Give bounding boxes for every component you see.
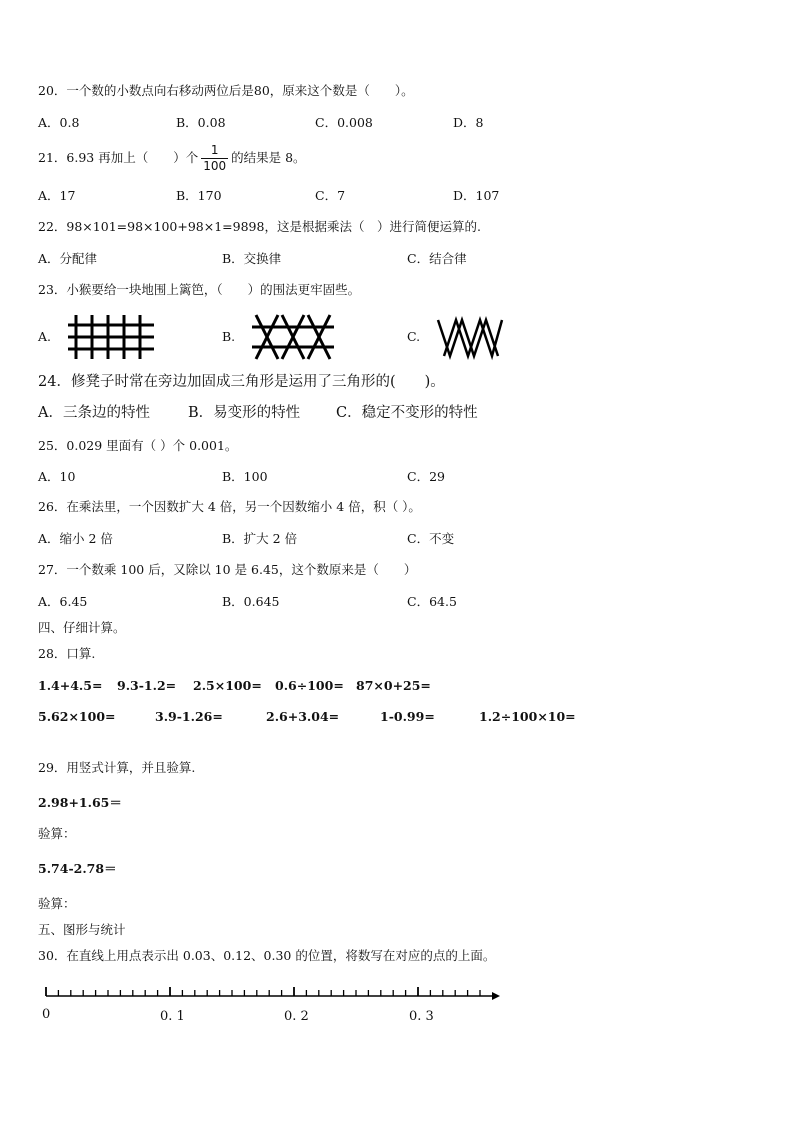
q25-option-a[interactable]: A．10 [38,469,76,484]
q20-option-d[interactable]: D．8 [453,115,484,130]
question-22: 22．98×101=98×100+98×1=9898，这是根据乘法（ ）进行简便运算的. [38,219,481,234]
q24-option-c[interactable]: C．稳定不变形的特性 [336,405,478,421]
arrow-icon [492,992,500,1000]
mental-calc-item: 2.5×100= [193,678,262,693]
q26-option-a[interactable]: A．缩小 2 倍 [38,531,113,546]
q27-option-c[interactable]: C．64.5 [407,594,457,609]
q22-option-b[interactable]: B．交换律 [222,251,282,266]
mental-calc-item: 5.62×100= [38,709,116,724]
question-23: 23．小猴要给一块地围上篱笆，（ ）的围法更牢固些。 [38,282,361,297]
q24-option-a[interactable]: A．三条边的特性 [38,405,150,421]
q26-option-b[interactable]: B．扩大 2 倍 [222,531,298,546]
q23-option-c[interactable]: C. [407,329,421,344]
q25-option-b[interactable]: B．100 [222,469,268,484]
check-label: 验算： [38,896,76,911]
mental-calc-item: 1-0.99= [380,709,435,724]
fence-triangle-image [252,313,334,361]
question-24: 24．修凳子时常在旁边加固成三角形是运用了三角形的( )。 [38,374,445,390]
vertical-calc-expression: 5.74-2.78＝ [38,861,117,876]
number-line-label: 0. 3 [409,1009,434,1024]
q21-option-b[interactable]: B．170 [176,188,222,203]
q23-option-b[interactable]: B. [222,329,236,344]
q25-option-c[interactable]: C．29 [407,469,445,484]
mental-calc-item: 3.9-1.26= [155,709,223,724]
section-heading-5: 五、图形与统计 [38,922,126,937]
q21-option-a[interactable]: A．17 [38,188,76,203]
q27-option-b[interactable]: B．0.645 [222,594,280,609]
q23-option-a[interactable]: A. [38,329,52,344]
question-29: 29．用竖式计算，并且验算. [38,760,196,775]
number-line-label: 0. 1 [160,1009,185,1024]
mental-calc-item: 1.4+4.5= [38,678,103,693]
question-25: 25．0.029 里面有（ ）个 0.001。 [38,438,238,453]
q24-option-b[interactable]: B．易变形的特性 [188,405,301,421]
check-label: 验算： [38,826,76,841]
fraction-numerator: 1 [201,143,228,159]
mental-calc-item: 2.6+3.04= [266,709,340,724]
number-line-label: 0 [42,1007,51,1022]
vertical-calc-expression: 2.98+1.65＝ [38,795,122,810]
fence-grid-image [68,313,156,361]
section-heading-4: 四、仔细计算。 [38,620,126,635]
number-line-label: 0. 2 [284,1009,309,1024]
question-30: 30．在直线上用点表示出 0.03、0.12、0.30 的位置，将数写在对应的点的上面。 [38,948,496,963]
mental-calc-item: 87×0+25= [356,678,431,693]
mental-calc-item: 0.6÷100= [275,678,344,693]
mental-calc-item: 9.3-1.2= [117,678,177,693]
question-27: 27．一个数乘 100 后，又除以 10 是 6.45，这个数原来是（ ） [38,562,417,577]
q21-option-c[interactable]: C．7 [315,188,346,203]
question-26: 26．在乘法里，一个因数扩大 4 倍，另一个因数缩小 4 倍，积（ ）。 [38,499,421,514]
q27-option-a[interactable]: A．6.45 [38,594,88,609]
q26-option-c[interactable]: C．不变 [407,531,455,546]
question-28: 28．口算. [38,646,96,661]
mental-calc-item: 1.2÷100×10= [479,709,576,724]
q20-option-a[interactable]: A．0.8 [38,115,80,130]
q20-option-c[interactable]: C．0.008 [315,115,373,130]
number-line [40,982,500,1006]
fraction-denominator: 100 [203,159,227,173]
q21-option-d[interactable]: D．107 [453,188,500,203]
q21-prefix: 21．6.93 再加上（ ）个 [38,150,199,165]
fraction [201,143,228,174]
question-20: 20．一个数的小数点向右移动两位后是80，原来这个数是（ ）。 [38,83,414,98]
fence-zigzag-image [436,318,504,358]
q21-suffix: 的结果是 8。 [231,150,306,165]
q20-option-b[interactable]: B．0.08 [176,115,226,130]
q22-option-c[interactable]: C．结合律 [407,251,467,266]
question-21 [38,143,306,174]
q22-option-a[interactable]: A．分配律 [38,251,98,266]
